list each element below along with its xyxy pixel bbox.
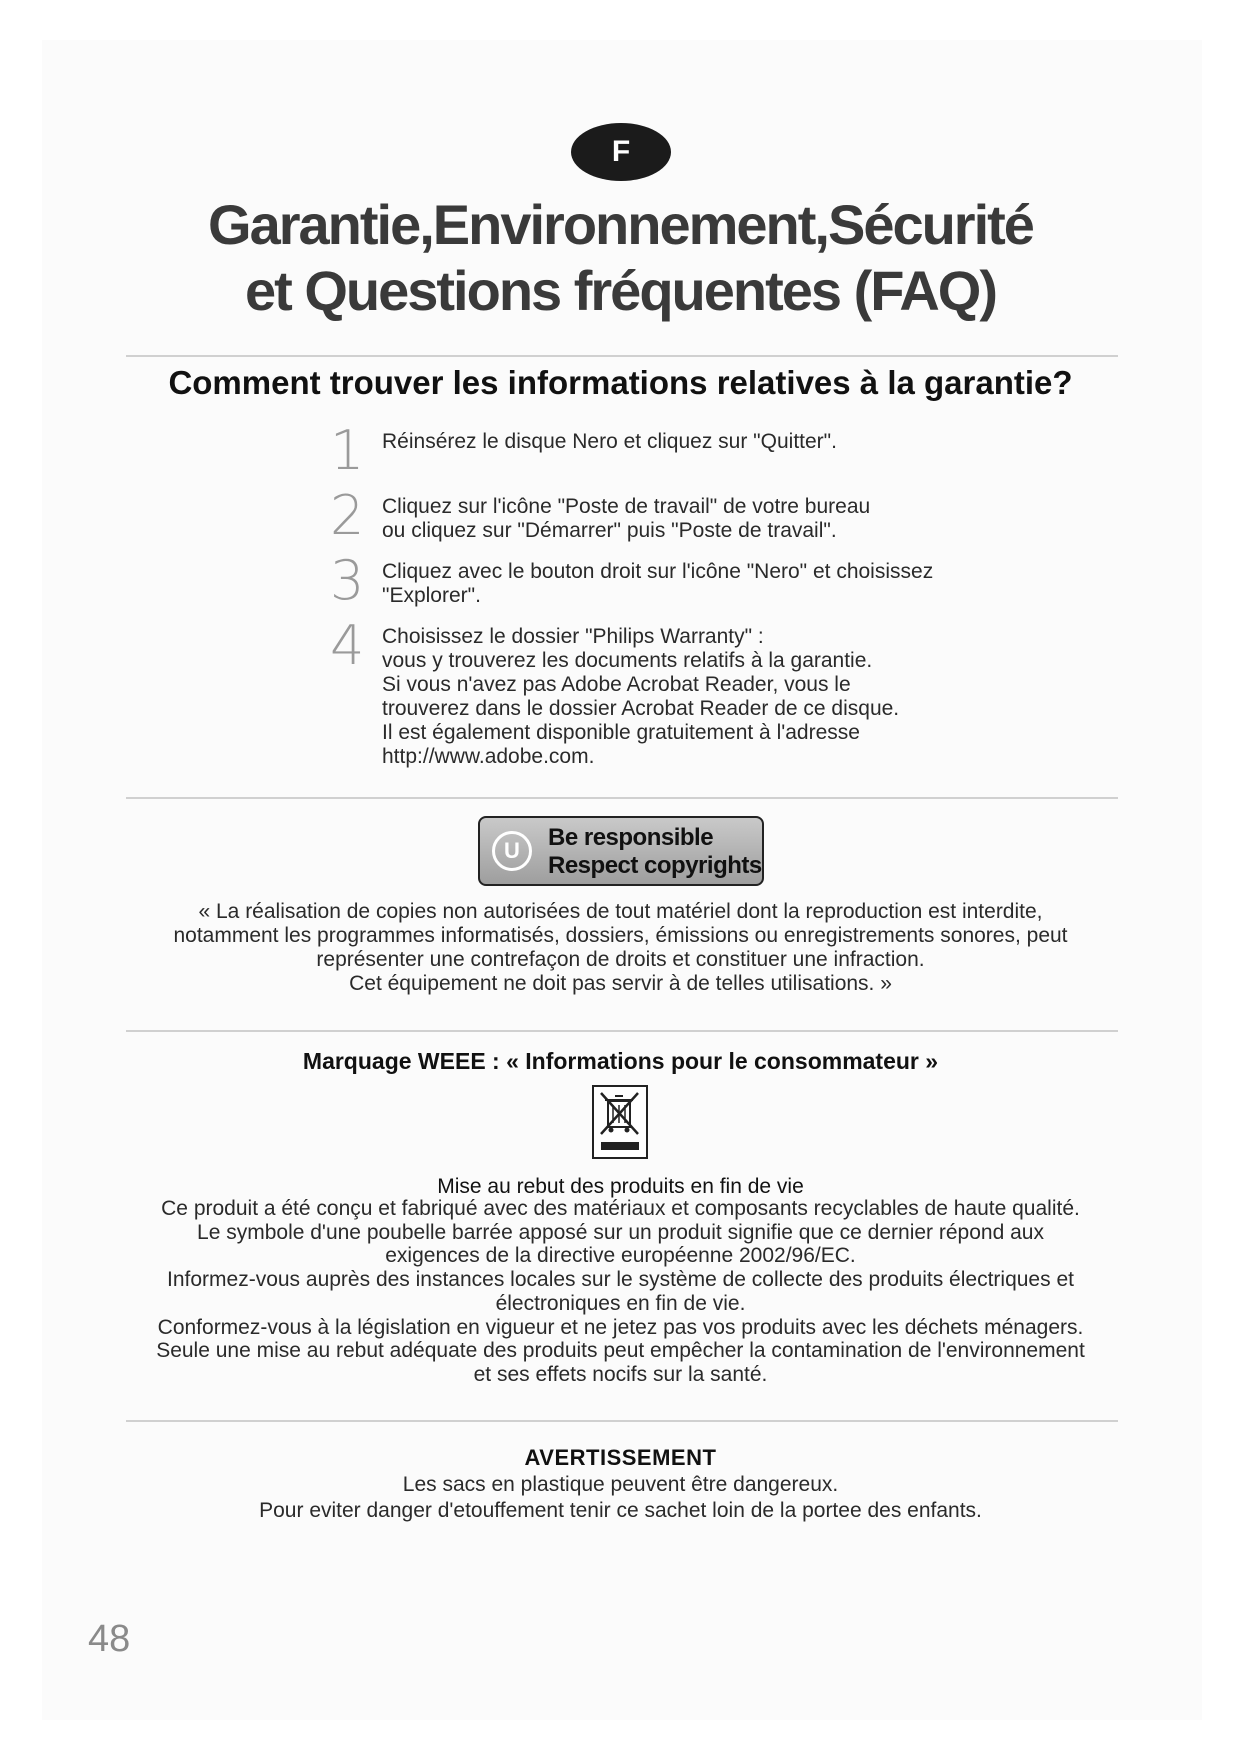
warning-line: Pour eviter danger d'etouffement tenir ce sachet loin de la portee des enfants.: [259, 1499, 982, 1522]
step-text: [382, 430, 942, 454]
crossed-bin-icon: [592, 1085, 648, 1159]
weee-line: Seule une mise au rebut adéquate des produits peut empêcher la contamination de l'environnement: [156, 1339, 1085, 1363]
step-line: trouverez dans le dossier Acrobat Reader de ce disque.: [382, 697, 900, 720]
warning-paragraph: [0, 1472, 1241, 1524]
weee-line: Le symbole d'une poubelle barrée apposé sur un produit signifie que ce dernier répond aux: [197, 1220, 1044, 1244]
divider: [126, 355, 1118, 357]
copyright-paragraph: [0, 900, 1241, 996]
weee-subheading: Mise au rebut des produits en fin de vie: [437, 1175, 804, 1198]
step-line: "Explorer".: [382, 584, 481, 607]
copyright-line: « La réalisation de copies non autorisées de tout matériel dont la reproduction est interdite,: [198, 900, 1043, 923]
step-number: 2: [330, 484, 365, 547]
weee-line: Informez-vous auprès des instances locales sur le système de collecte des produits électriques et: [167, 1268, 1074, 1292]
warning-line: Les sacs en plastique peuvent être dangereux.: [402, 1473, 839, 1496]
step-text: [382, 625, 942, 769]
page-title: [0, 192, 1241, 324]
page-number: 48: [88, 1618, 131, 1660]
warranty-heading: Comment trouver les informations relatives à la garantie?: [168, 364, 1073, 401]
step-text: [382, 495, 942, 543]
step-line: Il est également disponible gratuitement à l'adresse: [382, 721, 860, 744]
badge-line-2: Respect copyrights: [548, 852, 762, 879]
step-line: Si vous n'avez pas Adobe Acrobat Reader, vous le: [382, 673, 851, 696]
step-number: 1: [330, 419, 365, 482]
weee-line: et ses effets nocifs sur la santé.: [473, 1362, 768, 1386]
divider: [126, 797, 1118, 799]
step-line: Réinsérez le disque Nero et cliquez sur "Quitter".: [382, 430, 837, 453]
step-line: Cliquez sur l'icône "Poste de travail" de votre bureau: [382, 495, 871, 518]
step-line: http://www.adobe.com.: [382, 745, 595, 768]
badge-line-1: Be responsible: [548, 824, 714, 851]
step-number: 4: [330, 614, 365, 677]
weee-line: exigences de la directive européenne 2002/96/EC.: [385, 1244, 856, 1268]
page-title-line-1: Garantie,Environnement,Sécurité: [208, 193, 1033, 256]
weee-paragraph: [0, 1197, 1241, 1387]
divider: [126, 1420, 1118, 1422]
step-line: vous y trouverez les documents relatifs à la garantie.: [382, 649, 873, 672]
language-badge: F: [571, 123, 671, 181]
weee-line: électroniques en fin de vie.: [495, 1291, 746, 1315]
divider: [126, 1030, 1118, 1032]
copyright-line: notamment les programmes informatisés, dossiers, émissions ou enregistrements sonores, peut: [173, 924, 1068, 947]
warning-heading: AVERTISSEMENT: [524, 1445, 717, 1470]
step-line: ou cliquez sur "Démarrer" puis "Poste de travail".: [382, 519, 837, 542]
copyright-line: représenter une contrefaçon de droits et constituer une infraction.: [316, 948, 925, 971]
weee-heading: Marquage WEEE : « Informations pour le consommateur »: [302, 1048, 939, 1074]
copyright-circle-icon: U: [492, 831, 532, 871]
copyright-badge: [478, 816, 764, 886]
weee-line: Ce produit a été conçu et fabriqué avec des matériaux et composants recyclables de haute qualité.: [161, 1197, 1080, 1220]
step-number: 3: [330, 549, 365, 612]
step-text: [382, 560, 942, 608]
page-title-line-2: et Questions fréquentes (FAQ): [245, 259, 996, 322]
step-line: Choisissez le dossier "Philips Warranty" :: [382, 625, 764, 648]
copyright-line: Cet équipement ne doit pas servir à de telles utilisations. »: [349, 972, 892, 995]
weee-line: Conformez-vous à la législation en vigueur et ne jetez pas vos produits avec les déchets ménagers.: [157, 1315, 1084, 1339]
step-line: Cliquez avec le bouton droit sur l'icône "Nero" et choisissez: [382, 560, 934, 583]
